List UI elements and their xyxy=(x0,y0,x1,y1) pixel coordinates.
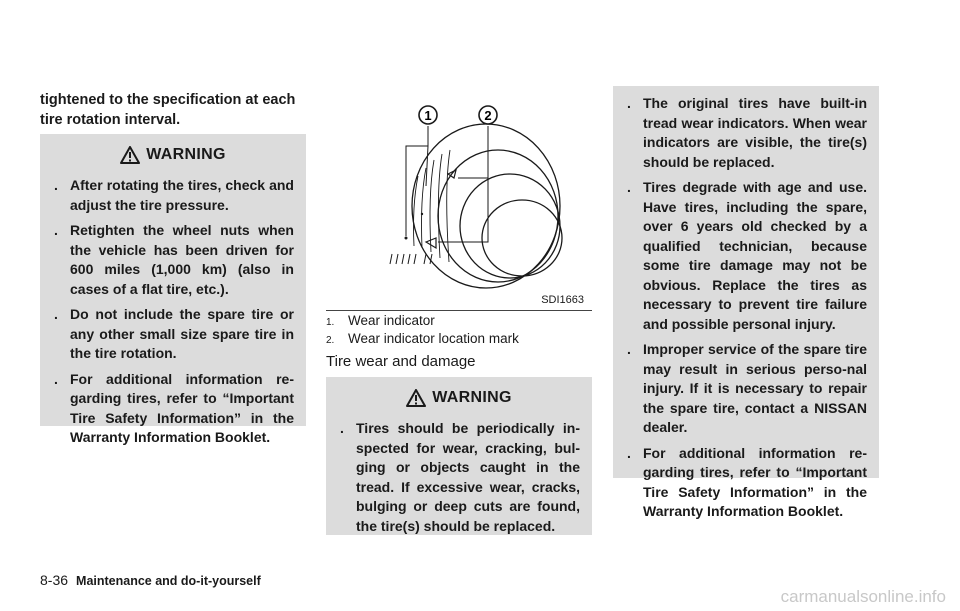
section-heading: Tire wear and damage xyxy=(326,353,476,370)
warning-title: WARNING xyxy=(146,146,226,163)
list-item: . The original tires have built-in tread wear indicators. When wear indicators are visible, the tire(s) should be replaced. xyxy=(627,95,867,170)
warning-list xyxy=(613,86,879,522)
callout-1: 1 xyxy=(424,108,432,123)
chapter-title: Maintenance and do-it-yourself xyxy=(76,574,261,588)
tire-figure xyxy=(326,86,592,311)
legend-item: 2. Wear indicator location mark xyxy=(326,331,519,346)
intro-paragraph: tightened to the specification at each tire rotation interval. xyxy=(40,92,296,128)
list-item: . Retighten the wheel nuts when the vehicle has been driven for 600 miles (1,000 km) (also in cases of a flat tire, etc.). xyxy=(54,222,294,297)
list-item: . Do not include the spare tire or any other small size spare tire in the tire rotation. xyxy=(54,306,294,361)
warning-list xyxy=(326,419,592,536)
warning-header xyxy=(326,389,592,407)
watermark: carmanualsonline.info xyxy=(780,587,946,606)
list-item: . For additional information re-garding tires, refer to “Important Tire Safety Information” in the Warranty Information Booklet. xyxy=(627,444,867,519)
warning-title: WARNING xyxy=(432,389,512,406)
list-item: . After rotating the tires, check and adjust the tire pressure. xyxy=(54,177,294,213)
callout-2: 2 xyxy=(484,108,492,123)
list-item: . For additional information re-garding tires, refer to “Important Tire Safety Information” in the Warranty Information Booklet. xyxy=(54,370,294,445)
legend-item: 1. Wear indicator xyxy=(326,313,435,328)
warning-box-tire-wear xyxy=(326,377,592,535)
list-item: . Tires should be periodically in-spected for wear, cracking, bul-ging or objects caught in the tread. If excessive wear, cracks, bulging or deep cuts are found, the tire(s) should be replaced. xyxy=(340,420,580,534)
warning-icon xyxy=(406,389,426,407)
tire-illustration xyxy=(326,86,592,310)
warning-box-continued xyxy=(613,86,879,519)
list-item: . Improper service of the spare tire may result in serious perso-nal injury. If it is necessary to repair the spare tire, contact a NISSAN dealer. xyxy=(627,341,867,435)
warning-list xyxy=(40,176,306,448)
figure-legend xyxy=(326,313,592,349)
warning-header xyxy=(40,146,306,164)
figure-code: SDI1663 xyxy=(541,294,584,306)
warning-icon xyxy=(120,146,140,164)
list-item: . Tires degrade with age and use. Have tires, including the spare, over 6 years old checked by a qualified technician, because some tire damage may not be obvious. Replace the tires as necessary to prevent tire failure and possible personal injury. xyxy=(627,179,867,332)
warning-box xyxy=(40,134,306,445)
page-number: 8-36 xyxy=(40,572,69,588)
page-footer xyxy=(40,572,261,588)
